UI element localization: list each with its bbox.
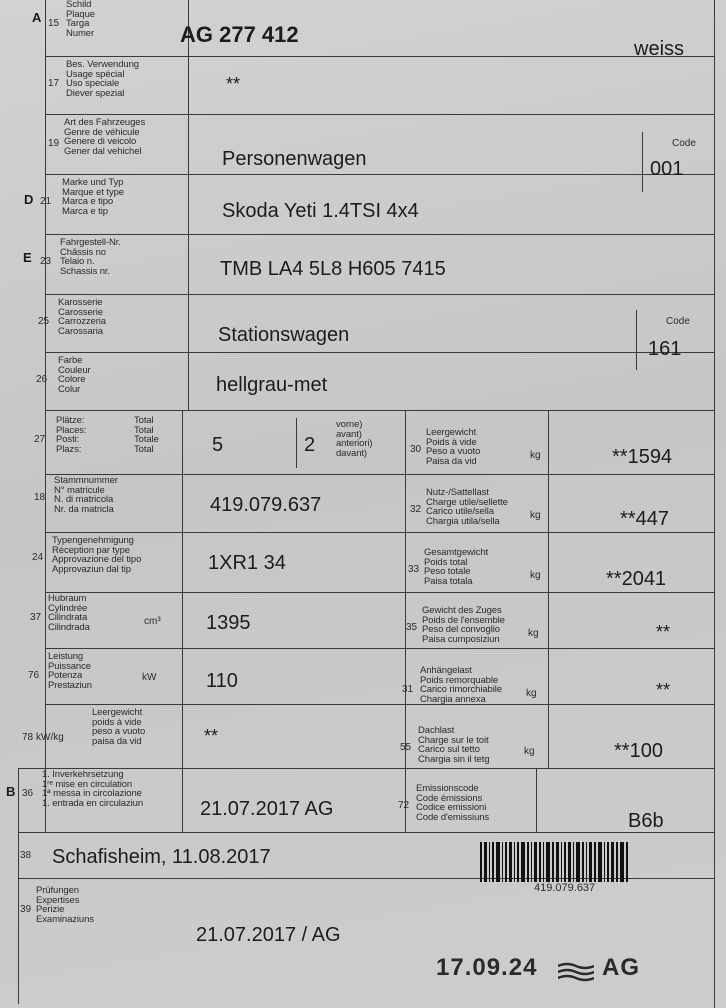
field-number: 17 <box>48 78 60 89</box>
left-border <box>45 0 46 832</box>
chassis-label: Fahrgestell-Nr. Châssis no Telaio n. Schassis nr. <box>60 237 121 277</box>
displacement-value: 1395 <box>206 612 251 634</box>
vehicle-type-code: 001 <box>650 158 684 180</box>
row-line-14 <box>18 832 715 833</box>
stamp-wave-icon <box>558 962 594 982</box>
inspections-label: Prüfungen Expertises Perizie Examinaziuns <box>36 885 94 925</box>
chassis-value: TMB LA4 5L8 H605 7415 <box>220 258 446 280</box>
color-label: Farbe Couleur Colore Colur <box>58 355 91 395</box>
marker-e: E <box>23 250 32 265</box>
make-value: Skoda Yeti 1.4TSI 4x4 <box>222 200 419 222</box>
field-number: 33 <box>408 564 420 575</box>
master-number-value: 419.079.637 <box>210 494 322 516</box>
marker-d: D <box>24 192 34 207</box>
row-line-6 <box>45 352 715 353</box>
displacement-unit: cm³ <box>144 616 161 627</box>
field-number: 55 <box>400 742 412 753</box>
field-number: 76 <box>28 670 40 681</box>
roof-load-value: **100 <box>614 740 663 762</box>
row-line-9 <box>45 532 715 533</box>
empty-weight-unit: kg <box>530 450 541 461</box>
seats-front-value: 2 <box>304 434 316 456</box>
row-line-4 <box>45 234 715 235</box>
power-value: 110 <box>206 670 238 692</box>
first-registration-value: 21.07.2017 AG <box>200 798 334 820</box>
row-line-2 <box>45 114 715 115</box>
body-code-divider <box>636 310 637 370</box>
row-line-8 <box>45 474 715 475</box>
type-approval-label: Typengenehmigung Réception par type Approvazione del tipo Approvaziun dal tip <box>52 535 142 575</box>
body-value: Stationswagen <box>218 324 350 346</box>
body-code-label: Code <box>666 316 690 327</box>
total-weight-label: Gesamtgewicht Poids total Peso totale Paisa totala <box>424 547 489 587</box>
row-line-1 <box>45 56 715 57</box>
field-number: 23 <box>40 256 52 267</box>
emission-value: B6b <box>628 810 664 832</box>
row-line-5 <box>45 294 715 295</box>
trailer-load-value: ** <box>656 680 671 700</box>
field-number: 27 <box>34 434 46 445</box>
barcode <box>480 842 630 882</box>
marker-b: B <box>6 784 16 799</box>
total-weight-value: **2041 <box>606 568 667 590</box>
roof-load-unit: kg <box>524 746 535 757</box>
field-number: 38 <box>20 850 32 861</box>
right-value-divider <box>548 410 549 768</box>
total-weight-unit: kg <box>530 570 541 581</box>
marker-a: A <box>32 10 42 25</box>
field-number: 35 <box>406 622 418 633</box>
emission-value-divider <box>536 768 537 832</box>
power-weight-label: Leergewicht poids à vide peso a vuoto paisa da vid <box>92 707 146 747</box>
seats-divider <box>296 418 297 468</box>
field-number: 19 <box>48 138 60 149</box>
power-weight-unit: kW/kg <box>36 732 64 743</box>
field-number: 26 <box>36 374 48 385</box>
row-line-12 <box>45 704 715 705</box>
displacement-label: Hubraum Cylindrée Cilindrata Cilindrada <box>48 593 90 633</box>
inspection-stamp-canton: AG <box>602 954 640 981</box>
vehicle-type-code-divider <box>642 132 643 192</box>
field-number: 25 <box>38 316 50 327</box>
seats-total-value: 5 <box>212 434 224 456</box>
plate-label: Schild Plaque Targa Numer <box>66 0 95 39</box>
row-line-11 <box>45 648 715 649</box>
trailer-load-unit: kg <box>526 688 537 699</box>
empty-weight-label: Leergewicht Poids à vide Peso a vuoto Paisa da vid <box>426 427 481 467</box>
field-number: 21 <box>40 196 52 207</box>
seats-front-label: vorne) avant) anteriori) davant) <box>336 419 373 459</box>
field-number: 31 <box>402 684 414 695</box>
first-registration-label: 1. Inverkehrsetzung 1ʳᵉ mise en circulation 1ª messa in circolazione 1. entrada en circulaziun <box>42 769 144 809</box>
train-weight-label: Gewicht des Zuges Poids de l'ensemble Peso del convoglio Paisa cumposiziun <box>422 605 505 645</box>
trailer-load-label: Anhängelast Poids remorquable Carico rimorchiabile Chargia annexa <box>420 665 502 705</box>
train-weight-unit: kg <box>528 628 539 639</box>
plate-color: weiss <box>634 38 685 60</box>
payload-label: Nutz-/Sattellast Charge utile/sellette Carico utile/sella Chargia utila/sella <box>426 487 508 527</box>
field-number: 36 <box>22 788 34 799</box>
train-weight-value: ** <box>656 622 671 642</box>
right-border <box>714 0 715 1008</box>
field-number: 39 <box>20 904 32 915</box>
seats-label: Plätze: Places: Posti: Plazs: <box>56 415 87 455</box>
row-line-7 <box>45 410 715 411</box>
field-number: 72 <box>398 800 410 811</box>
plate-number: AG 277 412 <box>180 22 299 47</box>
color-value: hellgrau-met <box>216 374 328 396</box>
master-number-label: Stammnummer N° matricule N. di matricola Nr. da matricla <box>54 475 118 515</box>
label-divider-top <box>188 0 189 410</box>
vehicle-type-label: Art des Fahrzeuges Genre de véhicule Genere di veicolo Gener dal vehichel <box>64 117 146 157</box>
place-date-value: Schafisheim, 11.08.2017 <box>52 846 271 868</box>
vehicle-type-value: Personenwagen <box>222 148 367 170</box>
field-number: 37 <box>30 612 42 623</box>
make-label: Marke und Typ Marque et type Marca e tipo Marca e tip <box>62 177 124 217</box>
body-label: Karosserie Carosserie Carrozzeria Carossaria <box>58 297 106 337</box>
field-number: 30 <box>410 444 422 455</box>
body-code: 161 <box>648 338 682 360</box>
type-approval-value: 1XR1 34 <box>208 552 286 574</box>
field-number: 18 <box>34 492 46 503</box>
field-number: 15 <box>48 18 60 29</box>
vehicle-type-code-label: Code <box>672 138 696 149</box>
field-number: 32 <box>410 504 422 515</box>
row-line-3 <box>45 174 715 175</box>
inspection-stamp-date: 17.09.24 <box>436 954 538 981</box>
special-use-value: ** <box>226 74 241 94</box>
bottom-left-border <box>18 768 19 1004</box>
emission-label: Emissionscode Code émissions Codice emissioni Code d'emissiuns <box>416 783 490 823</box>
barcode-text: 419.079.637 <box>534 882 596 894</box>
seats-total-label: Total Total Totale Total <box>134 415 159 455</box>
power-unit: kW <box>142 672 157 683</box>
payload-value: **447 <box>620 508 669 530</box>
field-number: 78 <box>22 732 34 743</box>
inspections-value: 21.07.2017 / AG <box>196 924 341 946</box>
roof-load-label: Dachlast Charge sur le toit Carico sul tetto Chargia sin il tetg <box>418 725 490 765</box>
power-weight-value: ** <box>204 726 219 746</box>
payload-unit: kg <box>530 510 541 521</box>
special-use-label: Bes. Verwendung Usage spécial Uso speciale Diever spezial <box>66 59 139 99</box>
mid-divider <box>405 410 406 832</box>
field-number: 24 <box>32 552 44 563</box>
power-label: Leistung Puissance Potenza Prestaziun <box>48 651 92 691</box>
row-line-10 <box>45 592 715 593</box>
empty-weight-value: **1594 <box>612 446 673 468</box>
